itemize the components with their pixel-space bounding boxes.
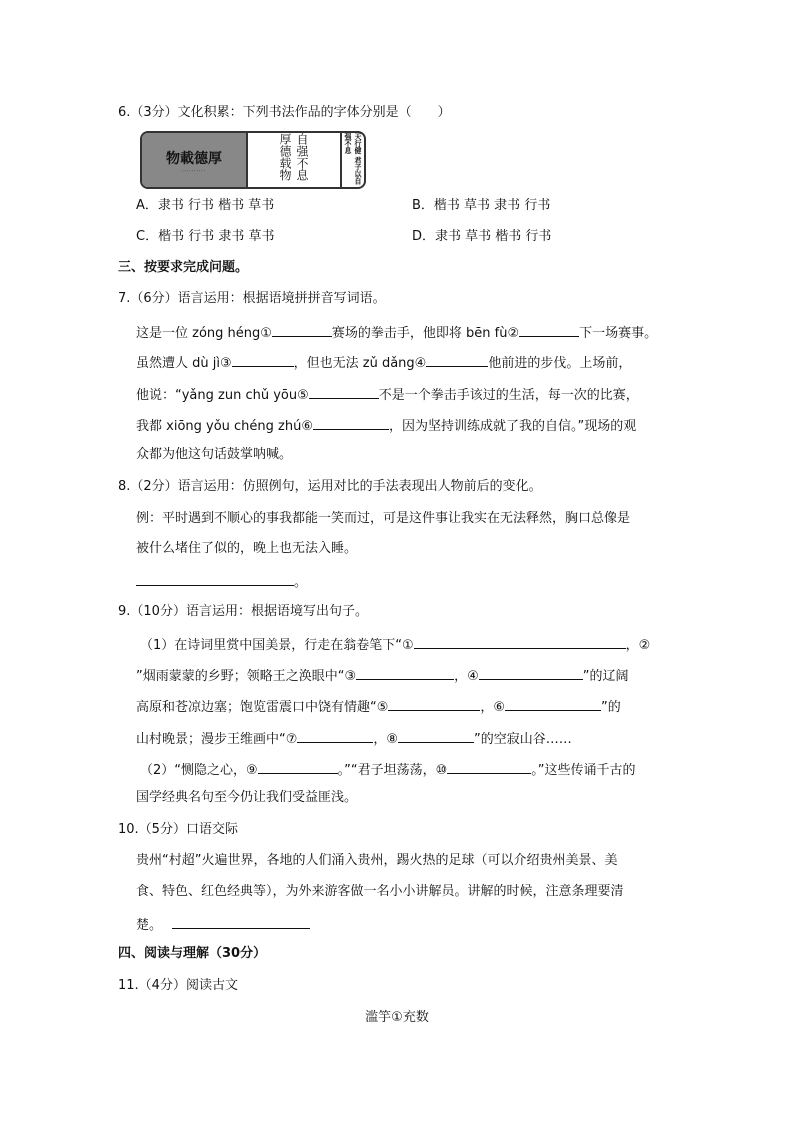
option-b[interactable]: B．楷书 草书 隶书 行书 [412,198,551,213]
q8-example: 例：平时遇到不顺心的事我都能一笑而过，可是这件事让我实在无法释然，胸口总像是 [136,511,631,526]
text: 山村晚景；漫步王维画中“⑦ [136,732,298,747]
cursive-script-panel [342,133,364,187]
answer-blank[interactable] [172,914,310,929]
text: 下一场赛事。 [579,326,658,341]
panel-c-text: 天行健 君子以自强不息 [344,133,362,185]
q8-answer [136,571,307,592]
calligraphy-image [140,131,366,189]
text: 不是一个拳击手该过的生活，每一次的比赛， [378,388,639,403]
regular-script-panel [248,133,342,187]
blank-4[interactable] [426,352,488,367]
option-c[interactable]: C．楷书 行书 隶书 草书 [136,229,275,244]
blank-2[interactable] [519,322,579,337]
text: ”的空寂山谷…… [474,732,572,747]
blank-1[interactable] [272,322,332,337]
passage-title: 滥竽①充数 [365,1010,429,1025]
text: 我都 xiōng yǒu chéng zhú⑥ [136,419,313,434]
blank-9[interactable] [258,759,338,774]
text: 他说：“yǎng zun chǔ yōu⑤ [136,388,309,403]
text: 。”这些传诵千古的 [531,763,636,778]
blank-5[interactable] [309,384,379,399]
blank-6[interactable] [505,696,601,711]
q7-line [136,384,639,405]
q9-line [140,759,636,780]
q10-line: 食、特色、红色经典等），为外来游客做一名小小讲解员。讲解的时候，注意条理要清 [136,884,624,899]
text: 这是一位 zóng héng① [136,326,272,341]
q7-line [136,352,631,373]
option-d[interactable]: D．隶书 草书 楷书 行书 [412,229,552,244]
option-a[interactable]: A．隶书 行书 楷书 草书 [136,198,275,213]
text: ，但也无法 zǔ dǎng④ [293,356,427,371]
blank-8[interactable] [398,728,474,743]
q6-stem: 6.（3分）文化积累：下列书法作品的字体分别是（ ） [118,105,451,120]
answer-blank[interactable] [136,571,294,586]
q10-line: 贵州“村超”火遍世界，各地的人们涌入贵州，踢火热的足球（可以介绍贵州美景、美 [136,853,618,868]
text: ，④ [454,669,479,684]
panel-b-text: 自强不息 厚德载物 [278,133,309,181]
q7-line [136,322,657,343]
blank-5[interactable] [388,696,480,711]
text: ，② [625,638,651,653]
clerical-script-panel: 物載德厚 ·········· [142,133,248,187]
q8-stem: 8.（2分）语言运用：仿照例句，运用对比的手法表现出人物前后的变化。 [118,479,542,494]
blank-3[interactable] [356,665,454,680]
blank-6[interactable] [313,415,389,430]
q9-line [136,665,629,686]
text: ，⑧ [373,732,399,747]
text: ”的辽阔 [582,669,629,684]
q9-stem: 9.（10分）语言运用：根据语境写出句子。 [118,604,368,619]
q8-example: 被什么堵住了似的，晚上也无法入睡。 [136,541,358,556]
q7-stem: 7.（6分）语言运用：根据语境拼拼音写词语。 [118,291,386,306]
q10-line [136,914,310,935]
q7-line [136,415,636,436]
section-3-heading: 三、按要求完成问题。 [118,260,249,275]
text: 。”“君子坦荡荡，⑩ [337,763,448,778]
text: （2）“恻隐之心，⑨ [140,763,258,778]
blank-4[interactable] [479,665,583,680]
blank-7[interactable] [297,728,373,743]
panel-a-text: 物載德厚 [166,150,222,167]
blank-10[interactable] [447,759,531,774]
blank-1[interactable] [414,634,626,649]
q9-line [136,728,572,749]
q11-stem: 11.（4分）阅读古文 [118,978,238,993]
text: 虽然遭人 dù jì③ [136,356,232,371]
text: 他前进的步伐。上场前， [488,356,632,371]
section-4-heading: 四、阅读与理解（30分） [118,946,267,961]
q9-line [140,634,650,655]
text: （1）在诗词里赏中国美景，行走在翁卷笔下“① [140,638,414,653]
text: 楚。 [136,918,163,933]
text: ，因为坚持训练成就了我的自信。”现场的观 [389,419,637,434]
blank-3[interactable] [232,352,294,367]
text: ，⑥ [480,700,506,715]
q10-stem: 10.（5分）口语交际 [118,822,238,837]
text: 赛场的拳击手，他即将 bēn fù② [331,326,520,341]
q9-line [136,696,621,717]
q7-line: 众都为他这句话鼓掌呐喊。 [136,447,293,462]
text: ”的 [601,700,621,715]
q9-line: 国学经典名句至今仍让我们受益匪浅。 [136,790,358,805]
text: 。 [294,575,308,590]
text: 高原和苍凉边塞；饱览雷震口中饶有情趣“⑤ [136,700,389,715]
text: ”烟雨蒙蒙的乡野；领略王之涣眼中“③ [136,669,357,684]
